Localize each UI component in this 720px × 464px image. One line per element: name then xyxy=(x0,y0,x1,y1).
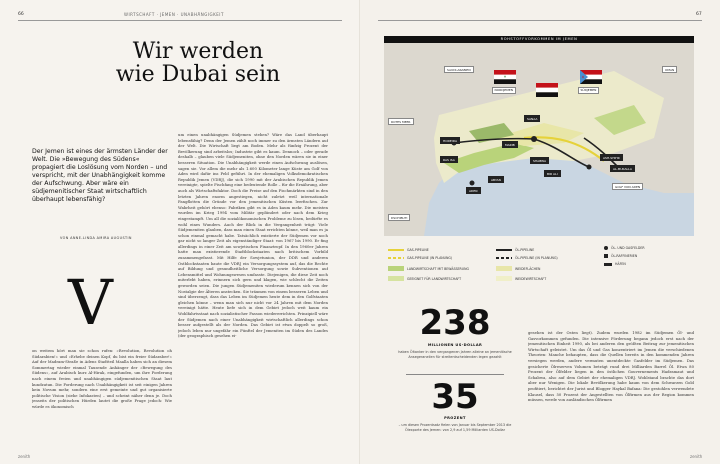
label-north-yemen: NORDJEMEN xyxy=(492,87,516,94)
map-legend xyxy=(384,244,694,292)
headline xyxy=(108,40,288,86)
oil-pipeline-swatch xyxy=(496,249,512,251)
fact-separator xyxy=(406,374,504,375)
label-aden: ADEN xyxy=(466,187,481,194)
label-ras-isa: RAS ISA xyxy=(440,156,458,163)
label-marib: MARIB xyxy=(502,141,518,148)
legend-gas-pipeline xyxy=(388,248,429,252)
legend-label: ÖL-PIPELINE xyxy=(515,248,535,252)
pastoral-swatch xyxy=(496,276,512,281)
label-djibouti: DSCHIBUTI xyxy=(388,214,410,221)
legend-label: WEIDEWIRTSCHAFT xyxy=(515,276,547,281)
drop-cap: V xyxy=(68,266,113,339)
legend-label: GAS-PIPELINE (IN PLANUNG) xyxy=(407,256,453,260)
page-number-left: 66 xyxy=(18,12,24,17)
marib-marker xyxy=(531,136,537,142)
label-shabwa: SHABWA xyxy=(530,157,549,164)
footer-right: zenith xyxy=(690,454,703,459)
legend-refineries xyxy=(604,254,637,258)
yemen-flag xyxy=(536,83,558,97)
legend-agri-irrigation xyxy=(388,266,469,271)
headline-line-2: wie Dubai sein xyxy=(115,62,281,87)
body-column-2: um einen unabhängigen Südjemen stehen? Wäre das Land überhaupt lebensfähig? Denn der Jemen zählt noch immer zu den ärmsten Ländern auf der Welt. Die Wirtschaft liegt am Boden. Mehr als fünfzig Prozent der Bevölkerung sind arbeitslos; Industrie gibt es kaum. Dennoch – oder gerade deshalb – glauben viele Südjemeniten, ohne den Norden wären sie in einer besseren Situation. Die Unabhängigkeit werde einen Aufschwung auslösen, sagen sie. Vor allem die mehr als 1.600 Kilometer lange Küste am Golf von Aden wird dafür ins Feld geführt. In der ehemaligen Volksdemokratischen Republik Jemen (VDRJ), die sich 1990 mit der Arabischen Republik Jemen vereinigte, spielte Fischfang eine bedeutende Rolle – für die Ernährung, aber auch als Wirtschaftsfaktor. Doch die Preise auf den Fischmärkten sind in den letzten Jahren enorm angestiegen, nicht zuletzt weil internationale Fangflotten die Gründe vor den jemenitischen Küsten leerfischen. Zur Wahrheit gehört ebenso: Fabriken gibt es in Aden kaum mehr. Die meisten wurden im Krieg 1994 vom Militär geplündert oder nach dem Krieg eingestampft. Um all die sozialökonomischen Probleme zu lösen, bedürfte es wohl eines Wunders. Auch der Blick in die Vergangenheit trügt: Viele Südjemeniten glauben, dass man einen Staat errichten könne, weil man es ja schon einmal gemacht habe. Tatsächlich existierte der Südjemen vor noch gar nicht so langer Zeit als eigenständiger Staat: von 1967 bis 1990. Er fing allerdings in einer Zeit am sowjetischen Finanztropf. In den 1960er Jahren hatte man existierende Stadtblockstaaten nach britischem Vorbild zusammengefasst. Mit Hilfe der Sowjetunion, der DDR und anderen Ostblockstaaten baute die VDRJ ein Versorgungssystem auf, das die Rechte auf Bildung und gesundheitliche Versorgung sowie Subventionen auf Lebensmittel und Wohnungswesen umfasste. Diejenigen, die diese Zeit noch miterlebt haben, erinnern sich gern und klagen, wie schlecht die Zeiten geworden seien. Die jungen Südjemeniten wiederum kennen sich von der Nostalgie der Älteren anstecken. Sie träumen von einem besseren Leben und sind überzeugt, dass das Leben im Südjemen heute dem in den Golfstaaten gleichen könne – wenn man sich nur nicht vor 24 Jahren mit dem Norden vereinigt hätte. Heute liefe sich in dem Gebiet jedoch weit kaum ein Wohlfahrtsstaat nach sozialistischer Fasson wiedererrichten. Prinzipiell wäre der Südjemen nach einer Unabhängigkeit wirtschaftlich allerdings schon besser aufgestellt als der Norden. Das Gebiet ist etwa doppelt so groß, jedoch leben nur ungefähr ein Fünftel der Jemeniten im Süden des Landes (der geographisch gesehen ei- xyxy=(178,132,328,339)
legend-label: GAS-PIPELINE xyxy=(407,248,429,252)
legend-label: ÖL- UND GASFELDER xyxy=(611,246,645,250)
legend-ports xyxy=(604,262,626,266)
label-oman: OMAN xyxy=(662,66,677,73)
map-svg xyxy=(384,43,694,236)
label-sanaa: SANAA xyxy=(524,115,540,122)
fact-caption-2: PROZENT xyxy=(444,416,466,420)
label-bir-ali: BIR ALI xyxy=(544,170,561,177)
legend-label: ÖL-RAFFINERIEN xyxy=(611,254,638,258)
label-abyan: ABYAN xyxy=(488,176,504,183)
footer-left: zenith xyxy=(18,454,31,459)
terminal-marker xyxy=(587,165,592,170)
label-red-sea: ROTES MEER xyxy=(388,118,414,125)
gas-pipeline-swatch xyxy=(388,249,404,251)
label-mukalla: AL-MUKALLA xyxy=(610,165,635,172)
fact-number-35: 35 xyxy=(431,377,479,417)
oil-gas-fields-swatch xyxy=(604,246,608,250)
north-yemen-flag xyxy=(494,70,516,84)
gas-pipeline-planned-swatch xyxy=(388,257,404,259)
body-column-1: on weitem hört man sie schon rufen: »Revolution, Revolution oh Südarabien!« und »Erhebe deinen Kopf, du bist ein freier Südaraber!« Auf der Madram-Straße in Adens Stadtteil Maalla haben sich an diesem Sommertag wieder einmal Tausende Anhänger der »Bewegung des Südens«, auf Arabisch kurz Al-Hirak, eingefunden, um ihre Forderung nach einem freien und unabhängigen südjemenitischen Staat laut kundzutun. Die Forderung nach Unabhängigkeit ist seit einigen Jahren kein Novum mehr, sondern eine erst gemeinte und gut organisierte politische Vision (siehe Infokasten) – und scheint näher denn je. Doch jenseits der politischen Hürden lautet die große Frage jedoch: Wie würde es ökonomisch xyxy=(32,348,172,409)
legend-label: ÖL-PIPELINE (IN PLANUNG) xyxy=(515,256,558,260)
oil-pipeline-planned-swatch xyxy=(496,257,512,259)
south-yemen-flag xyxy=(580,70,602,84)
page-number-right: 67 xyxy=(696,12,702,17)
legend-label: HÄFEN xyxy=(615,262,626,266)
legend-oil-gas-fields xyxy=(604,246,645,250)
label-south-yemen: SÜDJEMEN xyxy=(578,87,599,94)
headline-line-1: Wir werden xyxy=(132,39,264,64)
legend-label: LANDWIRTSCHAFT MIT BEWÄSSERUNG xyxy=(407,266,469,271)
label-ash-shihr: ASH-SHIHR xyxy=(600,154,623,161)
aden-marker xyxy=(470,181,475,186)
label-hodeidah: HODEIDA xyxy=(440,137,460,144)
body-column-right: gesehen ist der Osten liegt). Zudem wurden 1982 im Südjemen Öl- und Gasvorkommen gefunden. Die intensive Förderung begann jedoch erst nach der jemenitischen Einheit 1990, als bei anderen den größten Beitrag zur jemenitischen Wirtschaft geleistet. Um das Öl und Gas konzentriert im Jemen die verschiedenen Theorien: Manche behaupten, dass die Quellen bereits in den kommenden Jahren versiegen werden, andere vermuten unentdeckte Gasfelder im Südjemen. Das gesicherte Ölreserven Volumen beträgt rund drei Milliarden Barrel Öl. Etwa 80 Prozent der Ölfelder liegen in den östlichen Gouvernements Hadramaut und Schabwa, also auf dem Gebiet der ehemaligen VDRJ. Wohlstand brachte das dort aber nur Wenigen. Die lokale Bevölkerung habe kaum von dem Schwarzen Gold profitiert, berichtet der Jurist und Blogger Haykal Bafana: Die gestohlen verwendete Klausel, dass 50 Prozent der Angestellten von Ölfirmen aus der Region kommen müssen, werde von ausländischen Ölfirmen xyxy=(528,330,694,403)
fact-number-238: 238 xyxy=(419,303,491,343)
refineries-swatch xyxy=(604,254,608,258)
legend-agri-suitable xyxy=(388,276,461,281)
top-rule-left xyxy=(18,20,342,21)
label-saudi-arabia: SAUDI-ARABIEN xyxy=(444,66,474,73)
legend-pastoral xyxy=(496,276,546,281)
legend-label: WEIDEFLÄCHEN xyxy=(515,266,541,271)
lead-paragraph: Der Jemen ist eines der ärmsten Länder der Welt. Die »Bewegung des Südens« propagiert die Loslösung vom Norden – und verspricht, mit der Unabhängigkeit komme der Aufschwung. Aber wäre ein südjemenitischer Staat wirtschaftlich überhaupt lebensfähig? xyxy=(32,148,168,203)
ports-swatch xyxy=(604,263,612,266)
fact-text-1: haben Öltanker in den vergangenen Jahren alleine an jemenitische Ansegeraneilen für streitentscheidenden legen gezahlt xyxy=(398,350,512,359)
running-head: WIRTSCHAFT · JEMEN · UNABHÄNGIGKEIT xyxy=(124,12,224,17)
fact-caption-1: MILLIONEN US-DOLLAR xyxy=(427,343,483,347)
agri-suitable-swatch xyxy=(388,276,404,281)
irrigation-swatch xyxy=(388,266,404,271)
byline: VON ANNE-LINDA AMIRA AUGUSTIN xyxy=(60,236,132,240)
fact-text-2: – um diesen Prozentsatz fielen von Januar bis September 2013 die Ölexporte des Jemen: von 2,9 auf 1,59 Milliarden US-Dollar xyxy=(398,423,512,432)
right-page xyxy=(360,0,720,464)
label-gulf-of-aden: GOLF VON ADEN xyxy=(612,183,643,190)
legend-oil-pipeline-planned xyxy=(496,256,558,260)
resource-map xyxy=(384,36,694,236)
pasture-swatch xyxy=(496,266,512,271)
legend-oil-pipeline xyxy=(496,248,534,252)
legend-gas-pipeline-planned xyxy=(388,256,452,260)
legend-pasture xyxy=(496,266,540,271)
map-title: ROHSTOFFVORKOMMEN IM JEMEN xyxy=(384,36,694,43)
legend-label: GEEIGNET FÜR LANDWIRTSCHAFT xyxy=(407,276,462,281)
top-rule-right xyxy=(378,20,702,21)
